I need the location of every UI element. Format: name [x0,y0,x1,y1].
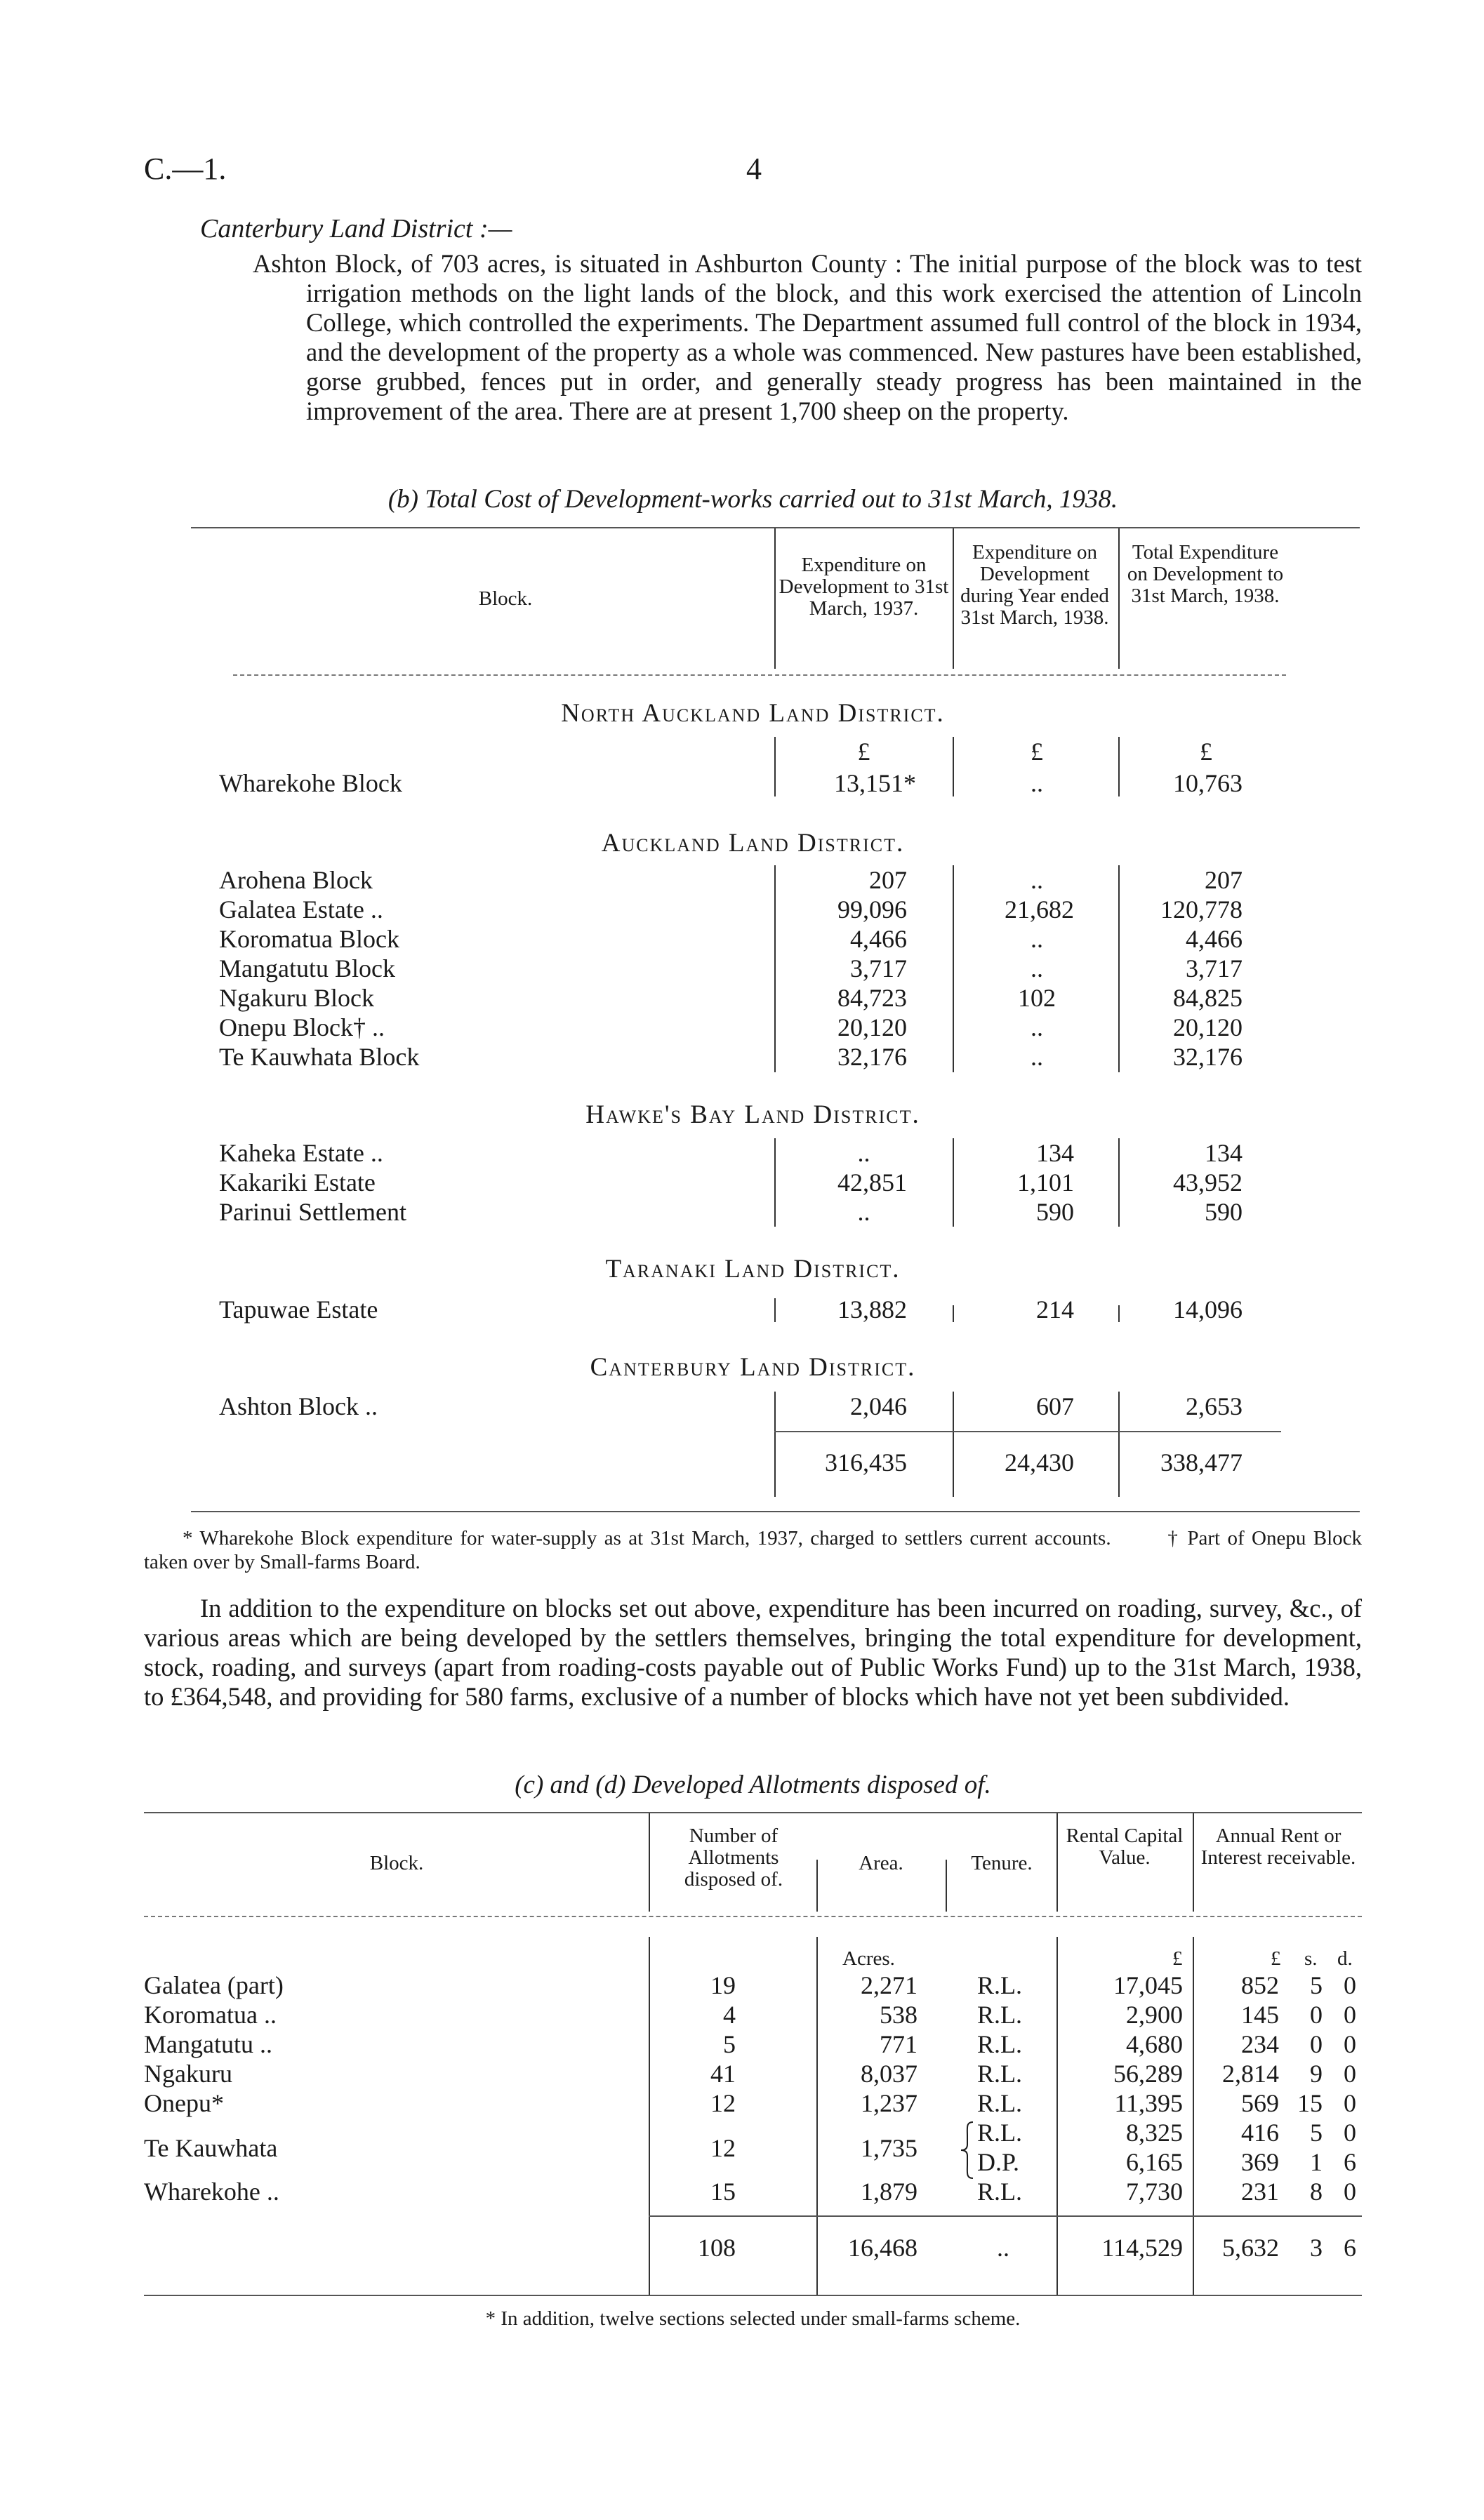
table-b-vline [953,865,954,1072]
table-b-header-col1: Expenditure on Development to 31st March, 1937. [779,554,949,620]
expenditure-1937: 32,176 [837,1043,907,1071]
rent-shillings: 5 [1310,1971,1323,1999]
district-heading: Auckland Land District. [601,829,905,858]
table-cd-vline [816,1860,818,1912]
block-name: Ashton Block .. [219,1392,378,1420]
area: 1,735 [861,2134,917,2162]
rent-pounds: 231 [1241,2178,1279,2206]
table-b-vline [1118,528,1120,669]
grand-total: 338,477 [1160,1448,1243,1476]
block-name: Ngakuru [144,2060,232,2088]
expenditure-1937: 84,723 [837,984,907,1012]
rental-value: 56,289 [1113,2060,1183,2088]
total-expenditure: 207 [1205,866,1243,894]
expenditure-1938: .. [1031,1043,1043,1071]
district-heading: Hawke's Bay Land District. [585,1100,920,1129]
rent-pounds: 369 [1241,2148,1279,2176]
rent-pence: 0 [1344,2119,1356,2147]
tenure: R.L. [977,2001,1023,2029]
block-name: Arohena Block [219,866,373,894]
table-b-bottom-rule [191,1511,1360,1512]
expenditure-1938: .. [1031,769,1043,797]
allotments: 4 [723,2001,736,2029]
block-name: Kaheka Estate .. [219,1139,383,1167]
block-name: Koromatua Block [219,925,399,953]
table-b-header-col2: Expenditure on Development during Year ended 31st March, 1938. [960,541,1109,629]
rental-value: 17,045 [1113,1971,1183,1999]
expenditure-1938: .. [1031,1013,1043,1041]
tenure: R.L. [977,2089,1023,2117]
area: 1,237 [861,2089,917,2117]
total-expenditure: 4,466 [1186,925,1243,953]
rental-value: 6,165 [1126,2148,1183,2176]
totals-rule [774,1431,1281,1432]
section-heading: Canterbury Land District :— [200,214,512,244]
total-tenure: .. [997,2234,1009,2262]
block-name: Wharekohe Block [219,769,402,797]
table-b-vline [774,865,776,1072]
expenditure-1938: .. [1031,925,1043,953]
table-cd-bottom-rule [144,2295,1362,2296]
expenditure-1937: 13,882 [837,1295,907,1324]
block-name: Tapuwae Estate [219,1295,378,1324]
block-name: Kakariki Estate [219,1168,376,1196]
rent-pence: 0 [1344,2178,1356,2206]
district-heading: Taranaki Land District. [605,1255,901,1284]
tenure: R.L. [977,2060,1023,2088]
footnote-onepu: † Part of Onepu Block taken over by Small-farms Board. [144,1527,1363,1573]
rent-shillings: 0 [1310,2030,1323,2058]
rent-pounds: 416 [1241,2119,1279,2147]
table-cd-header-rule [144,1916,1362,1917]
block-name: Wharekohe .. [144,2178,279,2206]
block-name: Parinui Settlement [219,1198,406,1226]
rent-shillings: 9 [1310,2060,1323,2088]
expenditure-1937: 207 [869,866,907,894]
tenure: R.L. [977,2030,1023,2058]
total-allotments: 108 [698,2234,736,2262]
table-b-vline [953,1305,954,1322]
total-1937: 316,435 [825,1448,907,1476]
brace-icon [959,2121,976,2180]
expenditure-1938: 590 [1036,1198,1074,1226]
block-name: Te Kauwhata Block [219,1043,420,1071]
rent-pence: 0 [1344,2089,1356,2117]
table-b-vline [774,1298,776,1322]
canterbury-paragraph: Ashton Block, of 703 acres, is situated in Ashburton County : The initial purpose of the block was to test irrigation methods on the light lands of the block, and this work exercised the attention of Lincoln College, which controlled the experiments. The Department assumed full control of the block in 1934, and the development of the property as a whole was commenced. New pastures have been established, gorse grubbed, fences put in order, and generally steady progress has been maintained in the improvement of the area. There are at present 1,700 sheep on the property. [253,249,1362,425]
total-expenditure: 120,778 [1160,895,1243,924]
total-rent-pence: 6 [1344,2234,1356,2262]
currency-unit: £ [857,738,870,766]
total-expenditure: 134 [1205,1139,1243,1167]
table-cd-header-rent: Annual Rent or Interest receivable. [1200,1825,1356,1869]
rental-value: 7,730 [1126,2178,1183,2206]
tenure: R.L. [977,2178,1023,2206]
rent-pounds: 852 [1241,1971,1279,1999]
total-expenditure: 590 [1205,1198,1243,1226]
block-name: Onepu* [144,2089,224,2117]
addition-paragraph: In addition to the expenditure on blocks set out above, expenditure has been incurred on roading, survey, &c., of various areas which are being developed by the settlers themselves, bringing the total expenditure for development, stock, roading, and surveys (apart from roading-costs payable out of Public Works Fund) up to the 31st March, 1938, to £364,548, and providing for 580 farms, exclusive of a number of blocks which have not yet been subdivided. [144,1594,1362,1711]
table-b-vline [1118,865,1120,1072]
block-name: Mangatutu .. [144,2030,272,2058]
total-expenditure: 3,717 [1186,954,1243,982]
block-name: Mangatutu Block [219,954,395,982]
rent-pounds: 2,814 [1222,2060,1279,2088]
allotments: 12 [710,2134,736,2162]
expenditure-1937: 3,717 [850,954,907,982]
block-name: Galatea Estate .. [219,895,383,924]
expenditure-1937: 20,120 [837,1013,907,1041]
area: 2,271 [861,1971,917,1999]
table-b-vline [774,1392,776,1497]
totals-rule [649,2215,1362,2217]
area: 771 [880,2030,917,2058]
table-b-vline [774,737,776,796]
table-cd-footnote: * In addition, twelve sections selected under small-farms scheme. [485,2307,1021,2330]
table-b-vline [1118,1138,1120,1227]
tenure: R.L. [977,1971,1023,1999]
expenditure-1938: 1,101 [1017,1168,1074,1196]
expenditure-1938: 134 [1036,1139,1074,1167]
area: 1,879 [861,2178,917,2206]
table-b-footnote [144,1526,1362,1574]
expenditure-1937: 99,096 [837,895,907,924]
table-cd-vline [649,1937,650,2295]
rent-shillings: 15 [1297,2089,1323,2117]
expenditure-1938: 607 [1036,1392,1074,1420]
table-cd-caption: (c) and (d) Developed Allotments disposed of. [515,1771,991,1799]
rent-shillings: 5 [1310,2119,1323,2147]
rent-pence: 0 [1344,2001,1356,2029]
total-expenditure: 32,176 [1173,1043,1243,1071]
currency-unit: £ [1200,738,1212,766]
expenditure-1937: 4,466 [850,925,907,953]
rent-pence: 0 [1344,2030,1356,2058]
rental-unit: £ [1172,1947,1183,1970]
expenditure-1938: 214 [1036,1295,1074,1324]
district-heading: North Auckland Land District. [561,699,945,728]
table-b-vline [1118,1305,1120,1322]
rental-value: 8,325 [1126,2119,1183,2147]
total-expenditure: 20,120 [1173,1013,1243,1041]
rental-value: 11,395 [1114,2089,1183,2117]
expenditure-1937: 2,046 [850,1392,907,1420]
expenditure-1938: .. [1031,866,1043,894]
expenditure-1937: .. [857,1139,870,1167]
expenditure-1937: 42,851 [837,1168,907,1196]
table-cd-vline [649,1813,650,1912]
total-expenditure: 14,096 [1173,1295,1243,1324]
allotments: 19 [710,1971,736,1999]
block-name: Ngakuru Block [219,984,374,1012]
allotments: 12 [710,2089,736,2117]
shillings-unit: s. [1304,1947,1318,1970]
table-cd-header-allotments: Number of Allotments disposed of. [684,1825,783,1891]
table-b-vline [953,737,954,796]
document-reference: C.—1. [144,152,227,186]
table-b-header-rule [233,674,1286,676]
rent-pence: 0 [1344,1971,1356,1999]
table-cd-header-area: Area. [859,1852,903,1874]
rent-shillings: 1 [1310,2148,1323,2176]
block-name: Onepu Block† .. [219,1013,385,1041]
allotments: 41 [710,2060,736,2088]
block-name: Koromatua .. [144,2001,277,2029]
total-rent-pounds: 5,632 [1222,2234,1279,2262]
table-b-vline [774,1138,776,1227]
area-unit: Acres. [842,1947,895,1970]
total-1938: 24,430 [1005,1448,1074,1476]
table-b-vline [774,528,776,669]
allotments: 5 [723,2030,736,2058]
expenditure-1938: 21,682 [1005,895,1074,924]
block-name: Te Kauwhata [144,2134,278,2162]
pence-unit: d. [1337,1947,1353,1970]
expenditure-1938: 102 [1018,984,1056,1012]
table-b-header-col3: Total Expenditure on Development to 31st March, 1938. [1127,541,1284,607]
total-area: 16,468 [848,2234,917,2262]
footnote-wharekohe: * Wharekohe Block expenditure for water-supply as at 31st March, 1937, charged to settlers current accounts. [183,1527,1111,1549]
table-b-vline [953,1138,954,1227]
rent-shillings: 8 [1310,2178,1323,2206]
table-cd-header-rental: Rental Capital Value. [1066,1825,1184,1869]
table-b-vline [1118,737,1120,796]
rent-pence: 0 [1344,2060,1356,2088]
expenditure-1938: .. [1031,954,1043,982]
table-cd-top-rule [144,1812,1362,1813]
expenditure-1937: 13,151* [834,769,916,797]
block-name: Galatea (part) [144,1971,284,1999]
table-cd-header-block: Block. [369,1852,424,1874]
currency-unit: £ [1031,738,1043,766]
rental-value: 2,900 [1126,2001,1183,2029]
table-b-vline [953,1392,954,1497]
table-cd-header-tenure: Tenure. [971,1852,1033,1874]
area: 8,037 [861,2060,917,2088]
tenure: D.P. [977,2148,1020,2176]
table-cd-vline [1056,1813,1058,1912]
table-cd-vline [946,1860,947,1912]
rent-shillings: 0 [1310,2001,1323,2029]
tenure: R.L. [977,2119,1023,2147]
page-number: 4 [746,152,762,186]
rent-pounds: 145 [1241,2001,1279,2029]
table-b-caption: (b) Total Cost of Development-works carried out to 31st March, 1938. [387,485,1118,514]
expenditure-1937: .. [857,1198,870,1226]
rent-pounds: 569 [1241,2089,1279,2117]
table-b-vline [1118,1392,1120,1497]
pounds-unit: £ [1271,1947,1281,1970]
total-expenditure: 43,952 [1173,1168,1243,1196]
total-expenditure: 2,653 [1186,1392,1243,1420]
rental-value: 4,680 [1126,2030,1183,2058]
table-b-header-block: Block. [478,587,533,610]
area: 538 [880,2001,917,2029]
rent-pounds: 234 [1241,2030,1279,2058]
total-rent-shillings: 3 [1310,2234,1323,2262]
table-cd-vline [1193,1813,1194,1912]
total-rental-value: 114,529 [1101,2234,1183,2262]
district-heading: Canterbury Land District. [590,1353,916,1382]
total-expenditure: 10,763 [1173,769,1243,797]
allotments: 15 [710,2178,736,2206]
total-expenditure: 84,825 [1173,984,1243,1012]
rent-pence: 6 [1344,2148,1356,2176]
